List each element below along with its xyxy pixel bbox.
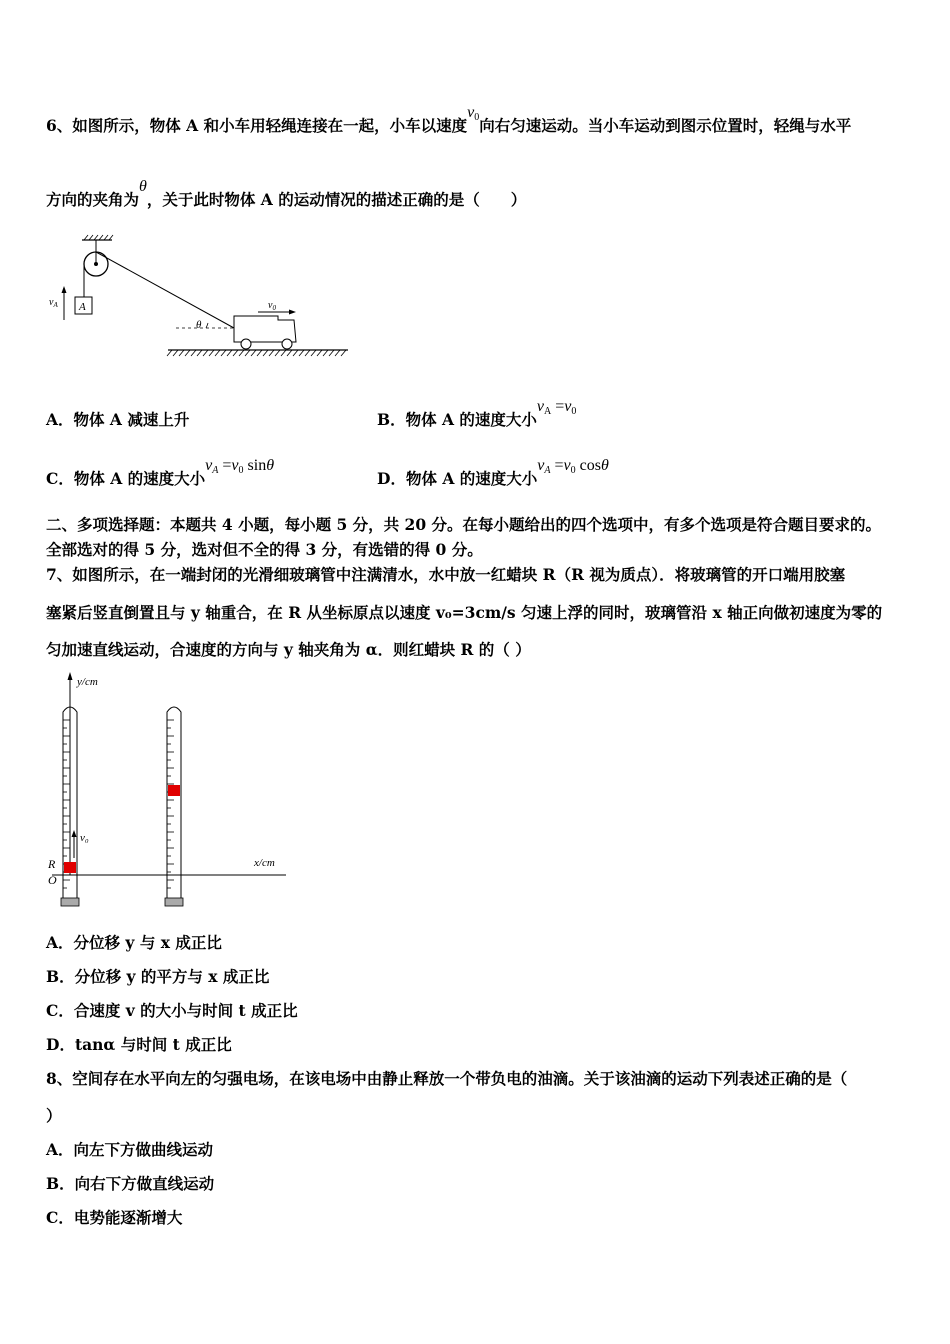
q6-option-d-formula: $v_A =v_0$ cosθ (537, 457, 609, 476)
theta-symbol: θ (139, 178, 147, 195)
q6-option-c-formula: $v_A =v_0$ sinθ (205, 457, 275, 476)
ground-hatching (167, 350, 346, 356)
q8-option-a: A．向左下方做曲线运动 (46, 1140, 214, 1159)
q7-line1: 7、如图所示，在一端封闭的光滑细玻璃管中注满清水，水中放一红蜡块 R（R 视为质点）．将玻璃管的开口端用胶塞 (46, 565, 846, 584)
q6-line1: 6、如图所示，物体 A 和小车用轻绳连接在一起，小车以速度$v_0$向右匀速运动。当小车运动到图示位置时，轻绳与水平 (46, 104, 852, 135)
q6-option-a: A．物体 A 减速上升 (46, 410, 190, 429)
section2-line2: 全部选对的得 5 分，选对但不全的得 3 分，有选错的得 0 分。 (46, 540, 483, 559)
v0-arrow-label: v₀ (80, 832, 89, 844)
q8-option-b: B．向右下方做直线运动 (46, 1174, 215, 1193)
q6-line2: 方向的夹角为θ，关于此时物体 A 的运动情况的描述正确的是（ ） (46, 178, 527, 209)
q6-option-b-formula: $v_A =v_0$ (536, 398, 577, 417)
q6-option-d: D．物体 A 的速度大小$v_A =v_0$ cosθ (377, 457, 609, 488)
x-axis-label: x/cm (254, 857, 275, 869)
q6-pulley-cart-figure (46, 232, 356, 362)
v0-symbol: $v_0$ (467, 104, 480, 123)
r-label: R (48, 857, 56, 871)
v0-label: $v_0$ (268, 300, 276, 312)
o-label: O (48, 873, 57, 887)
tube-right (165, 707, 183, 906)
q7-option-a: A．分位移 y 与 x 成正比 (46, 933, 222, 952)
q7-option-b: B．分位移 y 的平方与 x 成正比 (46, 967, 270, 986)
q7-glass-tube-figure (40, 668, 300, 910)
q7-line3: 匀加速直线运动，合速度的方向与 y 轴夹角为 α．则红蜡块 R 的（ ） (46, 640, 531, 659)
theta-label: θ (196, 319, 202, 331)
wax-block-start (64, 862, 76, 873)
q7-option-c: C．合速度 v 的大小与时间 t 成正比 (46, 1001, 298, 1020)
q8-line1: 8、空间存在水平向左的匀强电场，在该电场中由静止释放一个带负电的油滴。关于该油滴的运动下列表述正确的是（ (46, 1069, 848, 1088)
q7-option-d: D．tanα 与时间 t 成正比 (46, 1035, 232, 1054)
q8-line2: ） (46, 1106, 62, 1125)
q6-option-c: C．物体 A 的速度大小$v_A =v_0$ sinθ (46, 457, 275, 488)
q7-line2: 塞紧后竖直倒置且与 y 轴重合，在 R 从坐标原点以速度 v₀=3cm/s 匀速上浮的同时，玻璃管沿 x 轴正向做初速度为零的 (46, 603, 883, 622)
cart (234, 316, 296, 342)
wax-block-later (168, 785, 180, 796)
section2-line1: 二、多项选择题：本题共 4 小题，每小题 5 分，共 20 分。在每小题给出的四个选项中，有多个选项是符合题目要求的。 (46, 515, 882, 534)
va-label: $v_A$ (49, 297, 58, 309)
y-axis-label: y/cm (77, 676, 98, 688)
q8-option-c: C．电势能逐渐增大 (46, 1208, 183, 1227)
block-a-label: A (79, 301, 86, 313)
q6-option-b: B．物体 A 的速度大小$v_A =v_0$ (377, 398, 577, 429)
